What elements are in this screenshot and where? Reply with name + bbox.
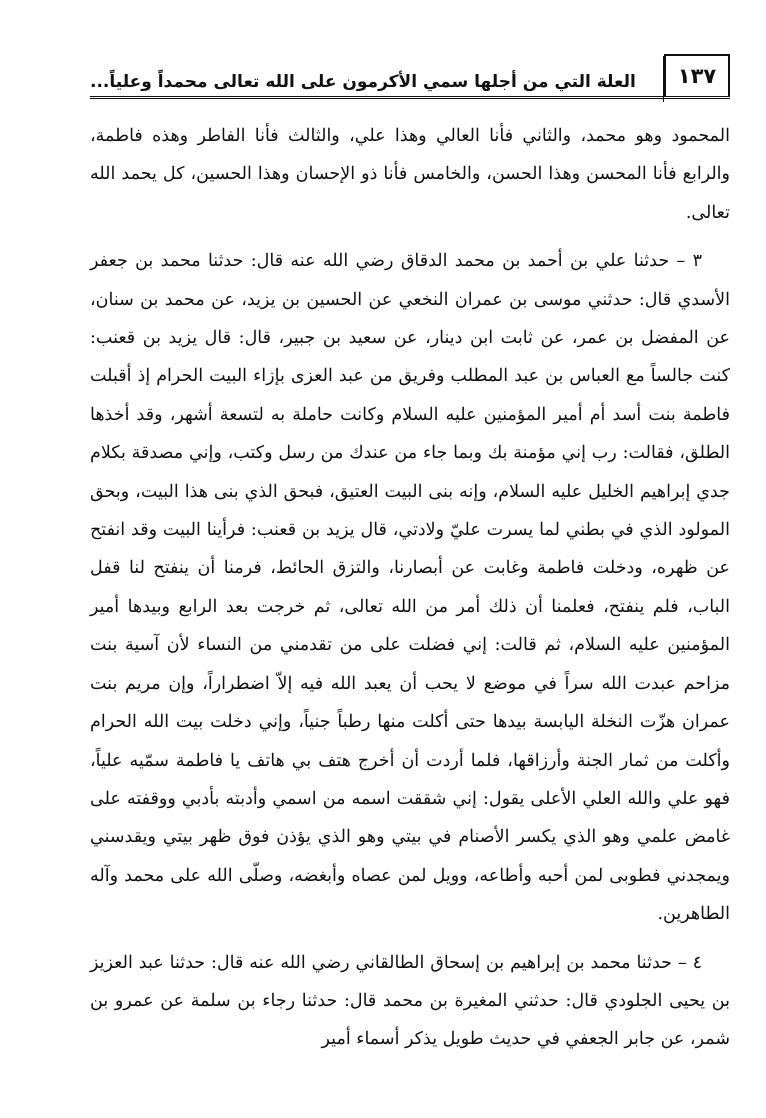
paragraph-hadith-4: ٤ – حدثنا محمد بن إبراهيم بن إسحاق الطالقاني رضي الله عنه قال: حدثنا عبد العزيز بن يحيى الجلودي قال: حدثني المغيرة بن محمد قال: حدثنا رجاء بن سلمة عن عمرو بن شمر، عن جابر الجعفي في حديث طويل يذكر أسماء أمير [90,952,730,1050]
running-title: العلة التي من أجلها سمي الأكرمون على الله تعالى محمداً وعلياً... [90,72,636,92]
page-number: ١٣٧ [664,54,730,96]
paragraph-continuation: المحمود وهو محمد، والثاني فأنا العالي وهذا علي، والثالث فأنا الفاطر وهذه فاطمة، والرابع فأنا المحسن وهذا الحسن، والخامس فأنا ذو الإحسان وهذا الحسين، كل يحمد الله تعالى. [90,126,730,223]
page-header [90,52,730,99]
book-page [90,52,730,1092]
paragraph-hadith-3: ٣ – حدثنا علي بن أحمد بن محمد الدقاق رضي الله عنه قال: حدثنا محمد بن جعفر الأسدي قال: حدثني موسى بن عمران النخعي عن الحسين بن يزيد، عن محمد بن سنان، عن المفضل بن عمر، عن ثابت ابن دينار، عن سعيد بن جبير، قال: قال يزيد بن قعنب: كنت جالساً مع العباس بن عبد المطلب وفريق من عبد العزى بإزاء البيت الحرام إذ أقبلت فاطمة بنت أسد أم أمير المؤمنين عليه السلام وكانت حاملة به لتسعة أشهر، وقد أخذها الطلق، فقالت: رب إني مؤمنة بك وبما جاء من عندك من رسل وكتب، وإني مصدقة بكلام جدي إبراهيم الخليل عليه السلام، وإنه بنى البيت العتيق، فبحق الذي بنى هذا البيت، وبحق المولود الذي في بطني لما يسرت عليّ ولادتي، قال يزيد بن قعنب: فرأينا البيت وقد انفتح عن ظهره، ودخلت فاطمة وغابت عن أبصارنا، والتزق الحائط، فرمنا أن ينفتح لنا قفل الباب، فلم ينفتح، فعلمنا أن ذلك أمر من الله تعالى، ثم خرجت بعد الرابع وبيدها أمير المؤمنين عليه السلام، ثم قالت: إني فضلت على من تقدمني من النساء لأن آسية بنت مزاحم عبدت الله سراً في موضع لا يحب أن يعبد الله فيه إلاّ اضطراراً، وإن مريم بنت عمران هزّت النخلة اليابسة بيدها حتى أكلت منها رطباً جنياً، وإني دخلت بيت الله الحرام وأكلت من ثمار الجنة وأرزاقها، فلما أردت أن أخرج هتف بي هاتف يا فاطمة سمّيه علياً، فهو علي والله العلي الأعلى يقول: إني شققت اسمه من اسمي وأدبته بأدبي ووقفته على غامض علمي وهو الذي يكسر الأصنام في بيتي وهو الذي يؤذن فوق ظهر بيتي ويقدسني ويمجدني فطوبى لمن أحبه وأطاعه، وويل لمن عصاه وأبغضه، وصلّى الله على محمد وآله الطاهرين. [90,251,730,925]
page-body [90,117,730,1059]
